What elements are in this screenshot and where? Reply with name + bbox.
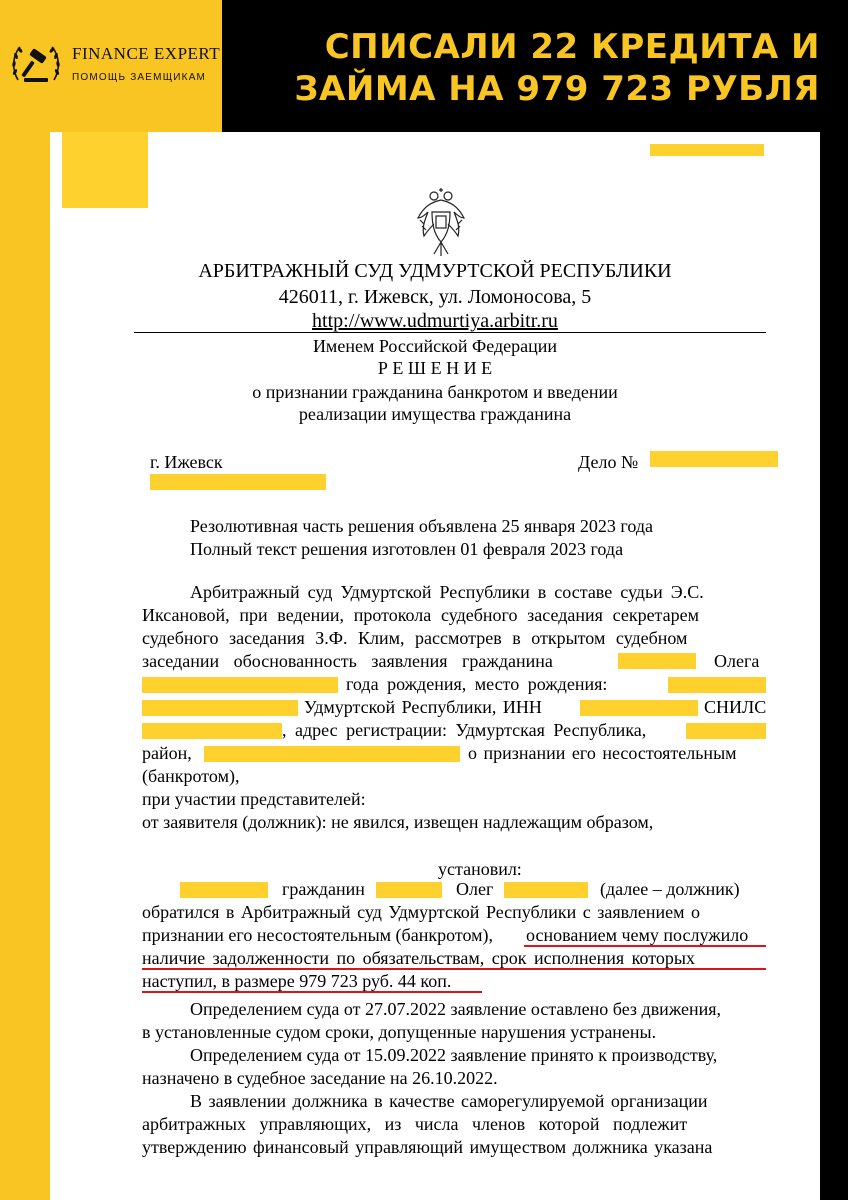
p1-line-5: года рождения, место рождения: [346, 674, 608, 694]
p1-line-2: Иксановой, при ведении, протокола судебного заседания секретарем [142, 605, 700, 625]
p2-name: Олег [456, 879, 494, 899]
established: установил: [438, 859, 522, 879]
redaction-birthplace-2 [142, 700, 298, 716]
gavel-laurel-icon [8, 36, 64, 92]
city: г. Ижевск [150, 452, 223, 472]
applicant-line: от заявителя (должник): не явился, извещен надлежащим образом, [142, 812, 654, 832]
court-url[interactable]: http://www.udmurtiya.arbitr.ru [312, 310, 558, 332]
p1-line-4: заседании обоснованность заявления гражданина [142, 651, 553, 671]
subject-line-1: о признании гражданина банкротом и введении [252, 382, 618, 402]
redaction-birthplace-1 [668, 677, 766, 693]
court-name: АРБИТРАЖНЫЙ СУД УДМУРТСКОЙ РЕСПУБЛИКИ [198, 260, 672, 282]
brand-tagline: ПОМОЩЬ ЗАЕМЩИКАМ [72, 72, 207, 83]
p4-line-1: Определением суда от 15.09.2022 заявление принято к производству, [190, 1045, 718, 1065]
court-address: 426011, г. Ижевск, ул. Ломоносова, 5 [278, 286, 592, 308]
p5-line-2: арбитражных управляющих, из числа членов которой подлежит [142, 1114, 688, 1134]
p2-citizen: гражданин [282, 879, 365, 899]
case-label: Дело № [578, 452, 639, 472]
redaction-p2-patronymic [504, 882, 588, 898]
headline-line-2: ЗАЙМА НА 979 723 РУБЛЯ [294, 69, 820, 109]
redaction-doc-number [650, 144, 764, 156]
redaction-snils [142, 723, 282, 739]
redaction-surname [618, 653, 696, 669]
p1-line-9: (банкротом), [142, 766, 240, 786]
p2-line-3a: признании его несостоятельным (банкротом), [142, 925, 493, 945]
announce-line: Резолютивная часть решения объявлена 25 января 2023 года [190, 516, 653, 536]
p1-name: Олега [714, 651, 760, 671]
doc-type: Р Е Ш Е Н И Е [377, 358, 493, 378]
redaction-patronymic-dob [142, 677, 338, 693]
redaction-inn [580, 700, 698, 716]
full-text-line: Полный текст решения изготовлен 01 февраля 2023 года [190, 539, 624, 559]
russian-coat-of-arms-icon [414, 184, 468, 260]
headline [260, 26, 820, 110]
redaction-district [686, 723, 766, 739]
p1-line-3: судебного заседания З.Ф. Клим, рассмотрев в открытом судебном [142, 628, 688, 648]
brand-name: FINANCE EXPERT [72, 44, 221, 63]
p2-line-5: наступил, в размере 979 723 руб. 44 коп. [142, 971, 452, 991]
p2-line-4: наличие задолженности по обязательствам, срок исполнения которых [142, 948, 695, 968]
p1-line-7: , адрес регистрации: Удмуртская Республика, [282, 720, 647, 740]
header-rule [134, 332, 766, 333]
p3-line-2: в установленные судом сроки, допущенные нарушения устранены. [142, 1022, 657, 1042]
p1-line-1: Арбитражный суд Удмуртской Республики в составе судьи Э.С. [190, 582, 704, 602]
p2-line-3b: основанием чему послужило [526, 925, 749, 945]
p1-line-8: район, [142, 743, 192, 763]
p1-snils: СНИЛС [704, 697, 767, 717]
p4-line-2: назначено в судебное заседание на 26.10.2022. [142, 1068, 498, 1088]
redaction-p2-surname [376, 882, 442, 898]
highlight-underline-1 [524, 945, 766, 947]
participants: при участии представителей: [142, 789, 366, 809]
highlight-underline-2 [142, 968, 766, 970]
p5-line-3: утверждению финансовый управляющий имуществом должника указана [142, 1137, 713, 1157]
brand-logo [8, 36, 221, 96]
p5-line-1: В заявлении должника в качестве саморегулируемой организации [190, 1091, 708, 1111]
p3-line-1: Определением суда от 27.07.2022 заявление оставлено без движения, [190, 999, 722, 1019]
court-decision-document [50, 132, 820, 1200]
highlight-underline-3 [142, 991, 482, 993]
subject-line-2: реализации имущества гражданина [298, 404, 572, 424]
p2-debtor: (далее – должник) [600, 879, 740, 899]
redaction-p2-date [180, 882, 268, 898]
redaction-case-date [150, 474, 326, 490]
p1-line-6: Удмуртской Республики, ИНН [304, 697, 542, 717]
redaction-stamp [62, 132, 148, 208]
headline-line-1: СПИСАЛИ 22 КРЕДИТА И [324, 27, 820, 67]
in-name-of: Именем Российской Федерации [312, 336, 558, 356]
p1-line-8b: о признании его несостоятельным [468, 743, 737, 763]
redaction-case-number [650, 451, 778, 467]
redaction-address [204, 746, 460, 762]
p2-line-2: обратился в Арбитражный суд Удмуртской Республики с заявлением о [142, 902, 700, 922]
